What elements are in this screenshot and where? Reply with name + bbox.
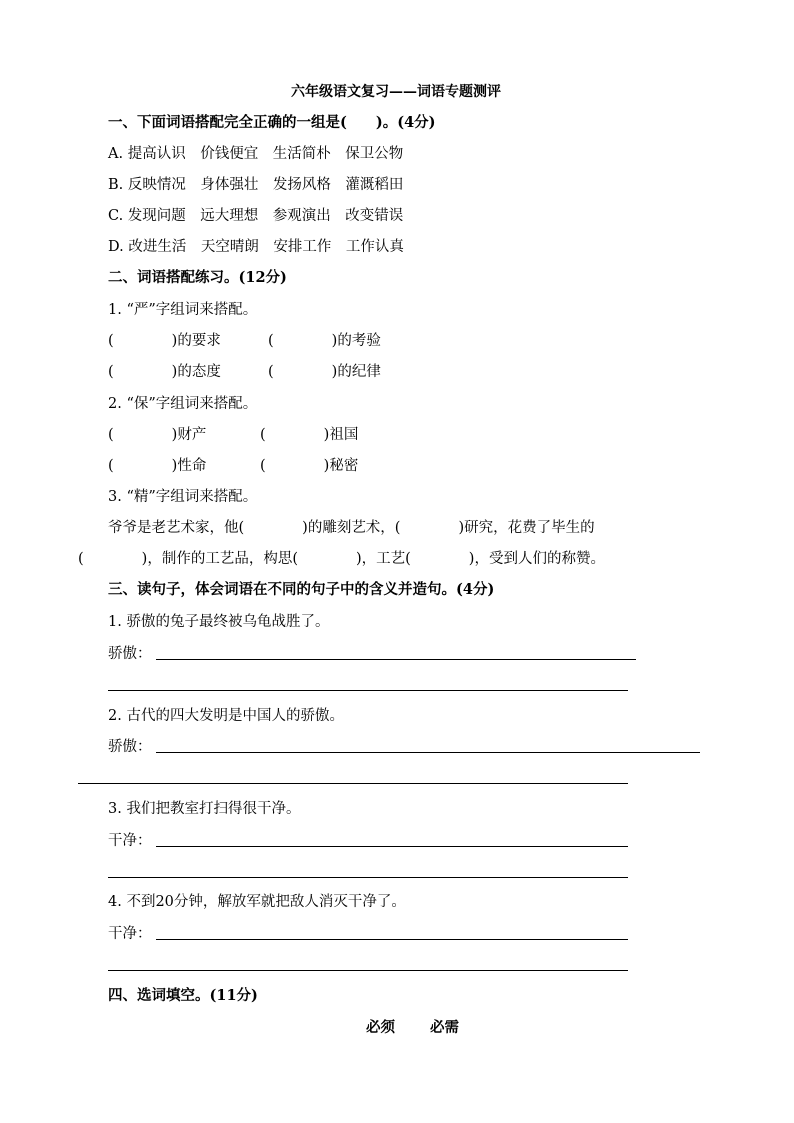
section2-heading: 二、词语搭配练习。(12分) — [108, 269, 287, 286]
answer-line[interactable] — [156, 939, 628, 940]
option-b: B. 反映情况 身体强壮 发扬风格 灌溉稻田 — [108, 177, 404, 193]
option-a: A. 提高认识 价钱便宜 生活简朴 保卫公物 — [108, 146, 404, 162]
s3-sentence-2: 2. 古代的四大发明是中国人的骄傲。 — [108, 708, 344, 724]
s3-sentence-1: 1. 骄傲的兔子最终被乌龟战胜了。 — [108, 614, 330, 630]
section1-heading: 一、下面词语搭配完全正确的一组是( )。(4分) — [108, 114, 436, 131]
q3-paragraph-line2: ( )，制作的工艺品，构思( )，工艺( )，受到人们的称赞。 — [78, 551, 605, 567]
answer-line[interactable] — [156, 846, 628, 847]
answer-line[interactable] — [78, 783, 628, 784]
answer-line[interactable] — [156, 752, 700, 753]
section4-heading: 四、选词填空。(11分) — [108, 987, 258, 1004]
answer-line[interactable] — [156, 659, 636, 660]
page-title: 六年级语文复习——词语专题测评 — [291, 84, 501, 100]
q3-paragraph-line1: 爷爷是老艺术家，他( )的雕刻艺术，( )研究，花费了毕生的 — [108, 520, 595, 536]
q1-blank-test: ( )的考验 — [268, 333, 381, 349]
s3-label-1: 骄傲： — [108, 646, 152, 662]
s3-label-3: 干净： — [108, 833, 152, 849]
answer-line[interactable] — [108, 877, 628, 878]
word-choice-2: 必需 — [430, 1019, 459, 1036]
option-c: C. 发现问题 远大理想 参观演出 改变错误 — [108, 208, 404, 224]
q2-blank-motherland: ( )祖国 — [260, 427, 359, 443]
answer-line[interactable] — [108, 970, 628, 971]
q1-blank-requirement: ( )的要求 — [108, 333, 221, 349]
q1-prompt: 1. “严”字组词来搭配。 — [108, 302, 258, 318]
s3-label-4: 干净： — [108, 926, 152, 942]
answer-line[interactable] — [108, 690, 628, 691]
q3-prompt: 3. “精”字组词来搭配。 — [108, 489, 258, 505]
word-choice-1: 必须 — [366, 1019, 395, 1036]
q1-blank-attitude: ( )的态度 — [108, 364, 221, 380]
s3-sentence-3: 3. 我们把教室打扫得很干净。 — [108, 801, 301, 817]
q2-blank-property: ( )财产 — [108, 427, 207, 443]
q2-prompt: 2. “保”字组词来搭配。 — [108, 396, 258, 412]
section3-heading: 三、读句子，体会词语在不同的句子中的含义并造句。(4分) — [108, 581, 495, 598]
s3-sentence-4: 4. 不到20分钟，解放军就把敌人消灭干净了。 — [108, 894, 406, 910]
q1-blank-discipline: ( )的纪律 — [268, 364, 381, 380]
q2-blank-life: ( )性命 — [108, 458, 207, 474]
q2-blank-secret: ( )秘密 — [260, 458, 359, 474]
option-d: D. 改进生活 天空晴朗 安排工作 工作认真 — [108, 239, 404, 255]
s3-label-2: 骄傲： — [108, 739, 152, 755]
